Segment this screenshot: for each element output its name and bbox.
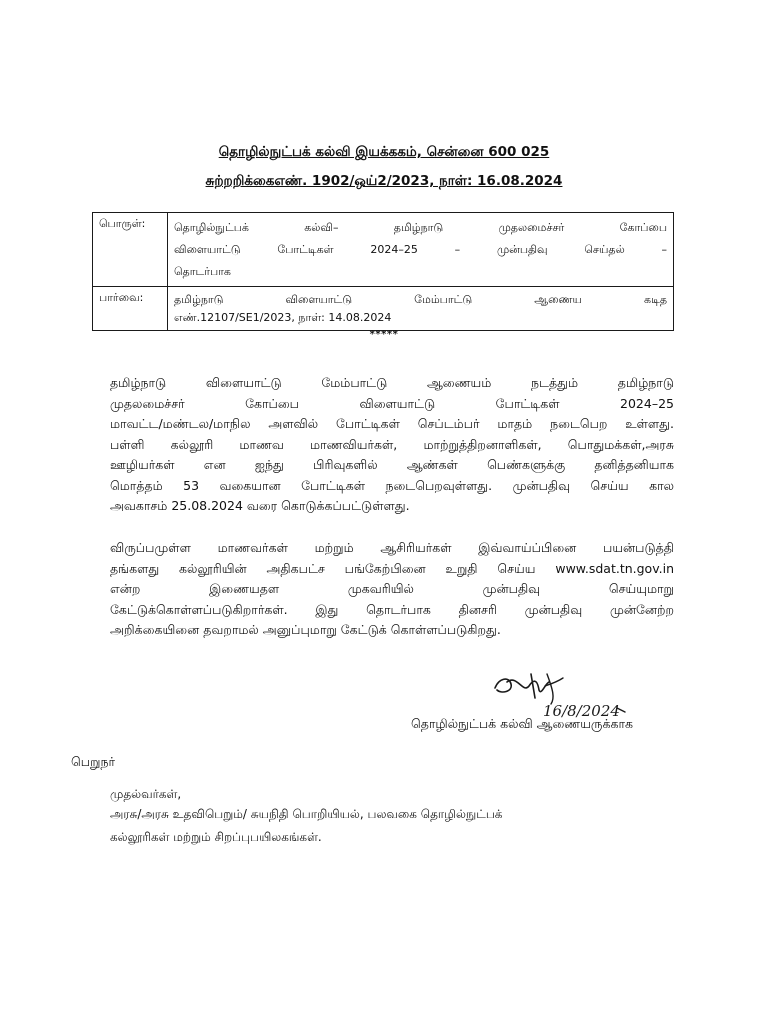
- signature-date: 16/8/2024: [543, 702, 620, 720]
- signatory-designation: தொழில்நுட்பக் கல்வி ஆணையருக்காக: [411, 716, 634, 731]
- reference-label: பார்வை:: [93, 287, 168, 331]
- paragraph-line: தமிழ்நாடு விளையாட்டு மேம்பாட்டு ஆணையம் நடத்தும் தமிழ்நாடு: [110, 375, 674, 390]
- paragraph-line: பள்ளி கல்லூரி மாணவ மாணவியர்கள், மாற்றுத்திறனாளிகள், பொதுமக்கள்,அரசு: [110, 436, 674, 452]
- body-paragraph-1: [110, 373, 674, 517]
- subject-row: [93, 213, 674, 287]
- reference-line: தமிழ்நாடு விளையாட்டு மேம்பாட்டு ஆணைய கடித: [174, 293, 667, 306]
- subject-line: விளையாட்டு போட்டிகள் 2024–25 – முன்பதிவு செய்தல் –: [174, 243, 667, 256]
- office-title: தொழில்நுட்பக் கல்வி இயக்ககம், சென்னை 600 025: [218, 144, 550, 160]
- paragraph-line: அறிக்கையினை தவறாமல் அனுப்புமாறு கேட்டுக் கொள்ளப்படுகிறது.: [110, 622, 501, 637]
- subject-line: தொழில்நுட்பக் கல்வி– தமிழ்நாடு முதலமைச்சர் கோப்பை: [174, 221, 667, 234]
- paragraph-line: தங்களது கல்லூரியின் அதிகபட்ச பங்கேற்பினை உறுதி செய்ய www.sdat.tn.gov.in: [110, 560, 674, 576]
- paragraph-line: மொத்தம் 53 வகையான போட்டிகள் நடைபெறவுள்ளது. முன்பதிவு செய்ய கால: [110, 477, 674, 493]
- paragraph-line: அவகாசம் 25.08.2024 வரை கொடுக்கப்பட்டுள்ளது.: [110, 498, 410, 513]
- separator-stars: *****: [369, 329, 399, 340]
- body-paragraph-2: [110, 538, 674, 641]
- recipient-line: முதல்வர்கள்,: [110, 787, 182, 801]
- paragraph-line: என்ற இணையதள முகவரியில் முன்பதிவு செய்யுமாறு: [110, 581, 674, 596]
- paragraph-line: ஊழியர்கள் என ஐந்து பிரிவுகளில் ஆண்கள் பெண்களுக்கு தனித்தனியாக: [110, 457, 674, 472]
- subject-line: தொடர்பாக: [174, 265, 231, 278]
- recipient-line: அரசு/அரசு உதவிபெறும்/ சுயநிதி பொறியியல், பலவகை தொழில்நுட்பக்: [110, 807, 503, 821]
- paragraph-line: கேட்டுக்கொள்ளப்படுகிறார்கள். இது தொடர்பாக தினசரி முன்பதிவு முன்னேற்ற: [110, 601, 674, 617]
- paragraph-line: மாவட்ட/மண்டல/மாநில அளவில் போட்டிகள் செப்டம்பர் மாதம் நடைபெற உள்ளது.: [110, 416, 674, 431]
- subject-label: பொருள்:: [93, 213, 168, 287]
- recipients-heading: பெறுநர்: [71, 754, 116, 769]
- reference-row: [93, 287, 674, 331]
- reference-line: எண்.12107/SE1/2023, நாள்: 14.08.2024: [174, 311, 392, 324]
- circular-number: சுற்றறிக்கைஎண். 1902/ஒய்2/2023, நாள்: 16.08.2024: [205, 173, 563, 189]
- reference-text: [168, 287, 674, 331]
- paragraph-line: விருப்பமுள்ள மாணவர்கள் மற்றும் ஆசிரியர்கள் இவ்வாய்ப்பினை பயன்படுத்தி: [110, 540, 674, 555]
- subject-text: [168, 213, 674, 287]
- paragraph-line: முதலமைச்சர் கோப்பை விளையாட்டு போட்டிகள் 2024–25: [110, 395, 674, 411]
- subject-reference-table: [92, 212, 674, 331]
- recipient-line: கல்லூரிகள் மற்றும் சிறப்புபயிலகங்கள்.: [110, 830, 322, 844]
